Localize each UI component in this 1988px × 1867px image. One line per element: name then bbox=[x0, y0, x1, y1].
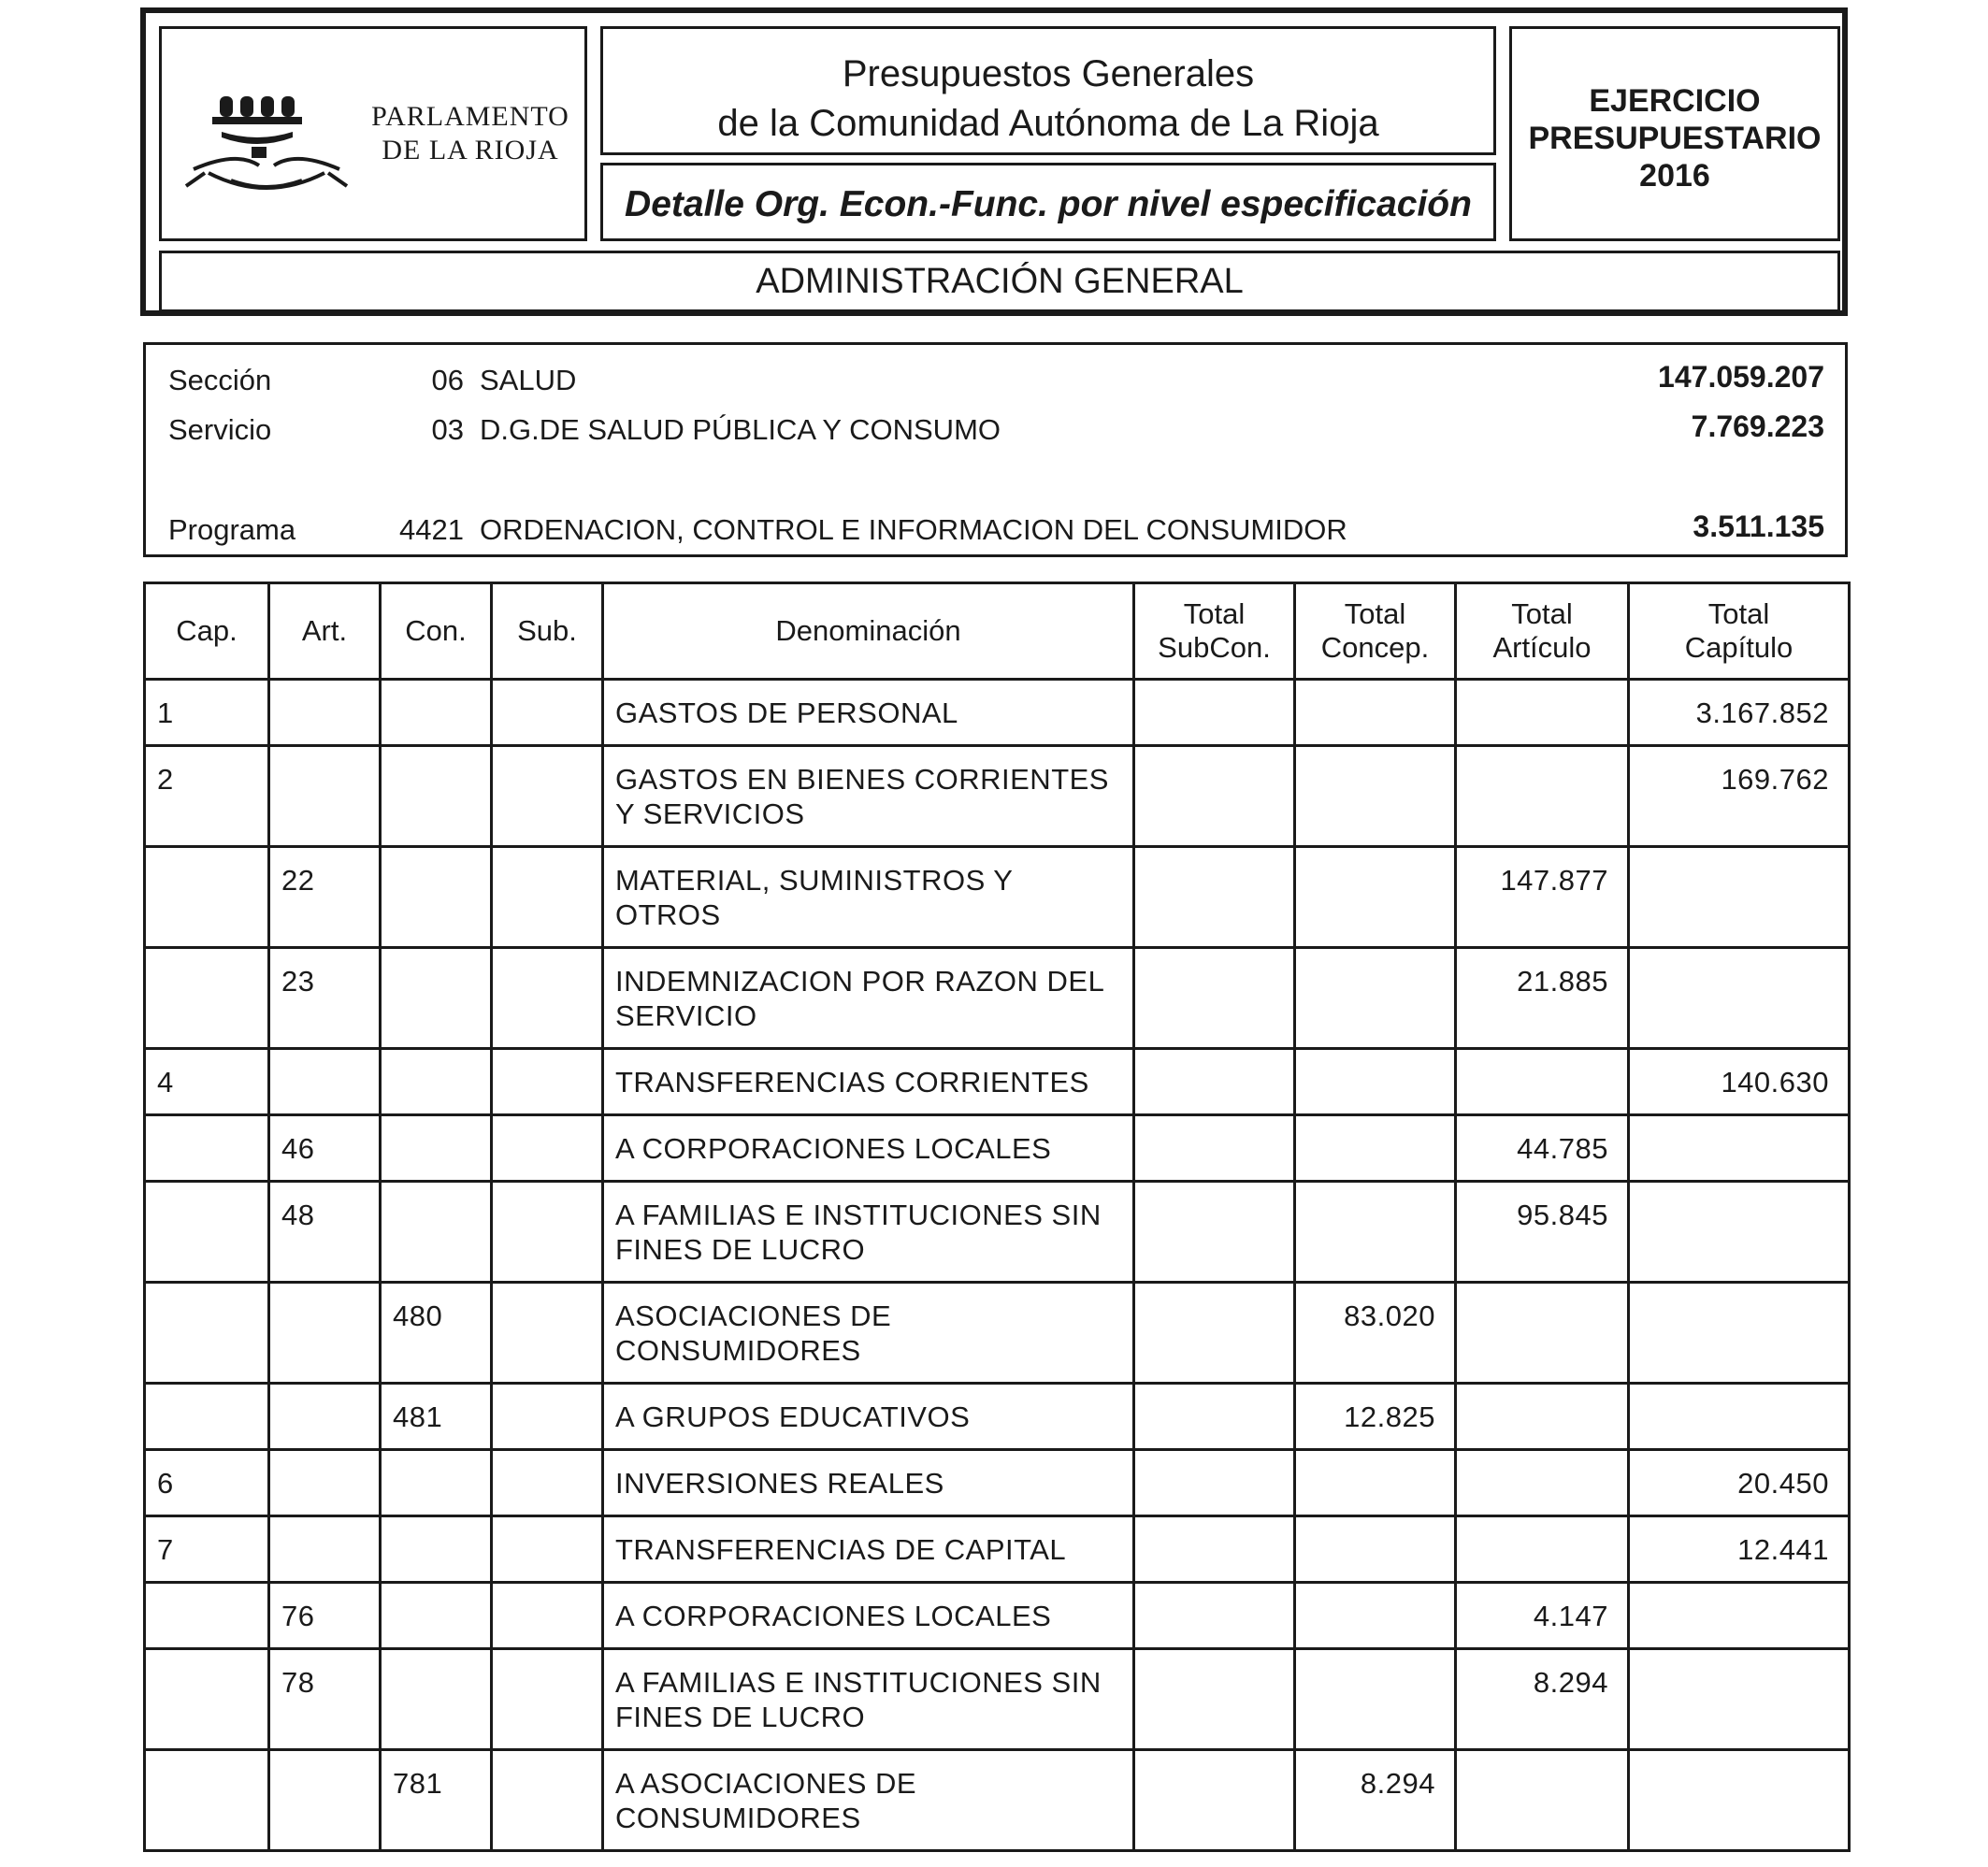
total-subcon-cell bbox=[1134, 1583, 1295, 1649]
cap-cell: 2 bbox=[145, 746, 269, 847]
administration-heading: ADMINISTRACIÓN GENERAL bbox=[159, 251, 1840, 312]
art-cell: 76 bbox=[269, 1583, 381, 1649]
sub-cell bbox=[492, 948, 603, 1049]
con-cell bbox=[381, 1182, 492, 1283]
sub-cell bbox=[492, 1450, 603, 1516]
total-concep-cell bbox=[1295, 1649, 1456, 1750]
total-subcon-cell bbox=[1134, 1182, 1295, 1283]
col-header-cap: Cap. bbox=[145, 583, 269, 680]
total-subcon-cell bbox=[1134, 1283, 1295, 1384]
con-cell: 481 bbox=[381, 1384, 492, 1450]
total-capitulo-cell: 12.441 bbox=[1629, 1516, 1850, 1583]
sub-cell bbox=[492, 1115, 603, 1182]
denominacion-cell: GASTOS DE PERSONAL bbox=[603, 680, 1134, 746]
total-subcon-cell bbox=[1134, 1750, 1295, 1851]
parliament-logo-icon bbox=[180, 76, 358, 197]
program-info bbox=[143, 342, 1848, 557]
cap-cell bbox=[145, 1649, 269, 1750]
sub-cell bbox=[492, 1049, 603, 1115]
total-capitulo-cell bbox=[1629, 1384, 1850, 1450]
denominacion-cell: A GRUPOS EDUCATIVOS bbox=[603, 1384, 1134, 1450]
total-concep-cell bbox=[1295, 1516, 1456, 1583]
cap-cell bbox=[145, 1750, 269, 1851]
art-cell bbox=[269, 1384, 381, 1450]
col-header-total-concep: Total Concep. bbox=[1295, 583, 1456, 680]
cap-cell: 7 bbox=[145, 1516, 269, 1583]
total-subcon-cell bbox=[1134, 948, 1295, 1049]
total-articulo-cell: 21.885 bbox=[1456, 948, 1629, 1049]
col-header-con: Con. bbox=[381, 583, 492, 680]
table-row bbox=[145, 847, 1850, 948]
servicio-label: Servicio bbox=[168, 413, 272, 446]
col-header-sub: Sub. bbox=[492, 583, 603, 680]
programa-name: ORDENACION, CONTROL E INFORMACION DEL CONSUMIDOR bbox=[480, 513, 1347, 546]
total-articulo-cell bbox=[1456, 1450, 1629, 1516]
table-body bbox=[145, 680, 1850, 1851]
cap-cell bbox=[145, 1115, 269, 1182]
total-subcon-cell bbox=[1134, 1115, 1295, 1182]
table-row bbox=[145, 948, 1850, 1049]
total-articulo-cell bbox=[1456, 680, 1629, 746]
total-articulo-cell: 44.785 bbox=[1456, 1115, 1629, 1182]
seccion-label: Sección bbox=[168, 364, 272, 396]
con-cell bbox=[381, 1450, 492, 1516]
total-subcon-cell bbox=[1134, 1450, 1295, 1516]
cap-cell: 4 bbox=[145, 1049, 269, 1115]
cap-cell bbox=[145, 847, 269, 948]
denominacion-cell: A FAMILIAS E INSTITUCIONES SIN FINES DE LUCRO bbox=[603, 1649, 1134, 1750]
logo-box bbox=[159, 26, 587, 241]
total-subcon-cell bbox=[1134, 1384, 1295, 1450]
sub-cell bbox=[492, 746, 603, 847]
con-cell bbox=[381, 680, 492, 746]
art-cell bbox=[269, 1516, 381, 1583]
art-cell: 46 bbox=[269, 1115, 381, 1182]
cap-cell bbox=[145, 1583, 269, 1649]
total-capitulo-cell bbox=[1629, 1182, 1850, 1283]
denominacion-cell: TRANSFERENCIAS DE CAPITAL bbox=[603, 1516, 1134, 1583]
document-header bbox=[140, 7, 1848, 316]
servicio-name: D.G.DE SALUD PÚBLICA Y CONSUMO bbox=[480, 413, 1001, 446]
table-row bbox=[145, 680, 1850, 746]
logo-text-line2: DE LA RIOJA bbox=[382, 135, 559, 165]
cap-cell bbox=[145, 1384, 269, 1450]
total-subcon-cell bbox=[1134, 1049, 1295, 1115]
total-subcon-cell bbox=[1134, 1516, 1295, 1583]
total-capitulo-cell: 3.167.852 bbox=[1629, 680, 1850, 746]
total-concep-cell bbox=[1295, 847, 1456, 948]
col-header-art: Art. bbox=[269, 583, 381, 680]
seccion-name: SALUD bbox=[480, 364, 577, 396]
denominacion-cell: INDEMNIZACION POR RAZON DEL SERVICIO bbox=[603, 948, 1134, 1049]
table-row bbox=[145, 1115, 1850, 1182]
total-articulo-cell bbox=[1456, 746, 1629, 847]
total-articulo-cell: 8.294 bbox=[1456, 1649, 1629, 1750]
fiscal-year-box bbox=[1509, 26, 1840, 241]
cap-cell: 6 bbox=[145, 1450, 269, 1516]
total-subcon-cell bbox=[1134, 746, 1295, 847]
title-line1: Presupuestos Generales bbox=[842, 53, 1255, 94]
total-capitulo-cell: 20.450 bbox=[1629, 1450, 1850, 1516]
total-capitulo-cell bbox=[1629, 1750, 1850, 1851]
total-capitulo-cell: 140.630 bbox=[1629, 1049, 1850, 1115]
logo-text-line1: PARLAMENTO bbox=[371, 101, 569, 132]
sub-cell bbox=[492, 1649, 603, 1750]
total-articulo-cell: 4.147 bbox=[1456, 1583, 1629, 1649]
table-row bbox=[145, 1049, 1850, 1115]
total-articulo-cell bbox=[1456, 1283, 1629, 1384]
cap-cell bbox=[145, 1182, 269, 1283]
denominacion-cell: GASTOS EN BIENES CORRIENTES Y SERVICIOS bbox=[603, 746, 1134, 847]
total-subcon-cell bbox=[1134, 1649, 1295, 1750]
table-row bbox=[145, 1516, 1850, 1583]
total-capitulo-cell bbox=[1629, 847, 1850, 948]
sub-cell bbox=[492, 1182, 603, 1283]
title-line2: de la Comunidad Autónoma de La Rioja bbox=[717, 103, 1379, 144]
total-concep-cell bbox=[1295, 1049, 1456, 1115]
total-concep-cell bbox=[1295, 1182, 1456, 1283]
col-header-total-capitulo: Total Capítulo bbox=[1629, 583, 1850, 680]
denominacion-cell: TRANSFERENCIAS CORRIENTES bbox=[603, 1049, 1134, 1115]
denominacion-cell: A CORPORACIONES LOCALES bbox=[603, 1115, 1134, 1182]
total-concep-cell bbox=[1295, 1583, 1456, 1649]
total-capitulo-cell bbox=[1629, 1283, 1850, 1384]
total-concep-cell: 8.294 bbox=[1295, 1750, 1456, 1851]
table-row bbox=[145, 1450, 1850, 1516]
total-concep-cell: 83.020 bbox=[1295, 1283, 1456, 1384]
year-line1: EJERCICIO bbox=[1589, 83, 1761, 119]
denominacion-cell: A CORPORACIONES LOCALES bbox=[603, 1583, 1134, 1649]
col-header-total-articulo: Total Artículo bbox=[1456, 583, 1629, 680]
total-capitulo-cell bbox=[1629, 948, 1850, 1049]
seccion-code: 06 bbox=[431, 364, 464, 396]
con-cell: 781 bbox=[381, 1750, 492, 1851]
art-cell bbox=[269, 1450, 381, 1516]
total-concep-cell bbox=[1295, 746, 1456, 847]
denominacion-cell: A FAMILIAS E INSTITUCIONES SIN FINES DE LUCRO bbox=[603, 1182, 1134, 1283]
art-cell bbox=[269, 1049, 381, 1115]
con-cell bbox=[381, 1583, 492, 1649]
table-row bbox=[145, 1750, 1850, 1851]
art-cell: 78 bbox=[269, 1649, 381, 1750]
sub-cell bbox=[492, 1583, 603, 1649]
table-row bbox=[145, 1384, 1850, 1450]
total-subcon-cell bbox=[1134, 680, 1295, 746]
table-row bbox=[145, 1283, 1850, 1384]
art-cell: 48 bbox=[269, 1182, 381, 1283]
denominacion-cell: A ASOCIACIONES DE CONSUMIDORES bbox=[603, 1750, 1134, 1851]
total-subcon-cell bbox=[1134, 847, 1295, 948]
programa-label: Programa bbox=[168, 513, 296, 546]
table-row bbox=[145, 1182, 1850, 1283]
seccion-amount: 147.059.207 bbox=[1658, 360, 1824, 394]
total-concep-cell bbox=[1295, 948, 1456, 1049]
table-row bbox=[145, 1649, 1850, 1750]
sub-cell bbox=[492, 1516, 603, 1583]
con-cell bbox=[381, 1649, 492, 1750]
total-concep-cell bbox=[1295, 680, 1456, 746]
art-cell bbox=[269, 746, 381, 847]
year-line3: 2016 bbox=[1639, 158, 1710, 194]
total-capitulo-cell bbox=[1629, 1649, 1850, 1750]
servicio-code: 03 bbox=[431, 413, 464, 446]
table-row bbox=[145, 746, 1850, 847]
sub-cell bbox=[492, 1283, 603, 1384]
con-cell bbox=[381, 746, 492, 847]
con-cell bbox=[381, 948, 492, 1049]
total-capitulo-cell: 169.762 bbox=[1629, 746, 1850, 847]
total-articulo-cell bbox=[1456, 1516, 1629, 1583]
total-articulo-cell bbox=[1456, 1750, 1629, 1851]
document-title bbox=[600, 26, 1496, 155]
budget-table bbox=[143, 582, 1851, 1852]
sub-cell bbox=[492, 1750, 603, 1851]
art-cell bbox=[269, 680, 381, 746]
total-articulo-cell: 147.877 bbox=[1456, 847, 1629, 948]
total-concep-cell: 12.825 bbox=[1295, 1384, 1456, 1450]
art-cell: 22 bbox=[269, 847, 381, 948]
col-header-denominacion: Denominación bbox=[603, 583, 1134, 680]
denominacion-cell: INVERSIONES REALES bbox=[603, 1450, 1134, 1516]
total-articulo-cell bbox=[1456, 1384, 1629, 1450]
total-concep-cell bbox=[1295, 1450, 1456, 1516]
total-concep-cell bbox=[1295, 1115, 1456, 1182]
sub-cell bbox=[492, 1384, 603, 1450]
con-cell bbox=[381, 1049, 492, 1115]
total-articulo-cell: 95.845 bbox=[1456, 1182, 1629, 1283]
table-header-row bbox=[145, 583, 1850, 680]
total-capitulo-cell bbox=[1629, 1583, 1850, 1649]
cap-cell: 1 bbox=[145, 680, 269, 746]
con-cell: 480 bbox=[381, 1283, 492, 1384]
table-row bbox=[145, 1583, 1850, 1649]
document-subtitle: Detalle Org. Econ.-Func. por nivel especificación bbox=[600, 163, 1496, 241]
denominacion-cell: MATERIAL, SUMINISTROS Y OTROS bbox=[603, 847, 1134, 948]
con-cell bbox=[381, 1516, 492, 1583]
art-cell: 23 bbox=[269, 948, 381, 1049]
denominacion-cell: ASOCIACIONES DE CONSUMIDORES bbox=[603, 1283, 1134, 1384]
programa-amount: 3.511.135 bbox=[1693, 510, 1824, 543]
con-cell bbox=[381, 847, 492, 948]
total-articulo-cell bbox=[1456, 1049, 1629, 1115]
con-cell bbox=[381, 1115, 492, 1182]
cap-cell bbox=[145, 948, 269, 1049]
year-line2: PRESUPUESTARIO bbox=[1528, 121, 1822, 156]
art-cell bbox=[269, 1750, 381, 1851]
col-header-total-subcon: Total SubCon. bbox=[1134, 583, 1295, 680]
servicio-amount: 7.769.223 bbox=[1691, 409, 1824, 443]
sub-cell bbox=[492, 847, 603, 948]
logo-text bbox=[367, 100, 573, 167]
cap-cell bbox=[145, 1283, 269, 1384]
programa-code: 4421 bbox=[399, 513, 464, 546]
total-capitulo-cell bbox=[1629, 1115, 1850, 1182]
art-cell bbox=[269, 1283, 381, 1384]
sub-cell bbox=[492, 680, 603, 746]
